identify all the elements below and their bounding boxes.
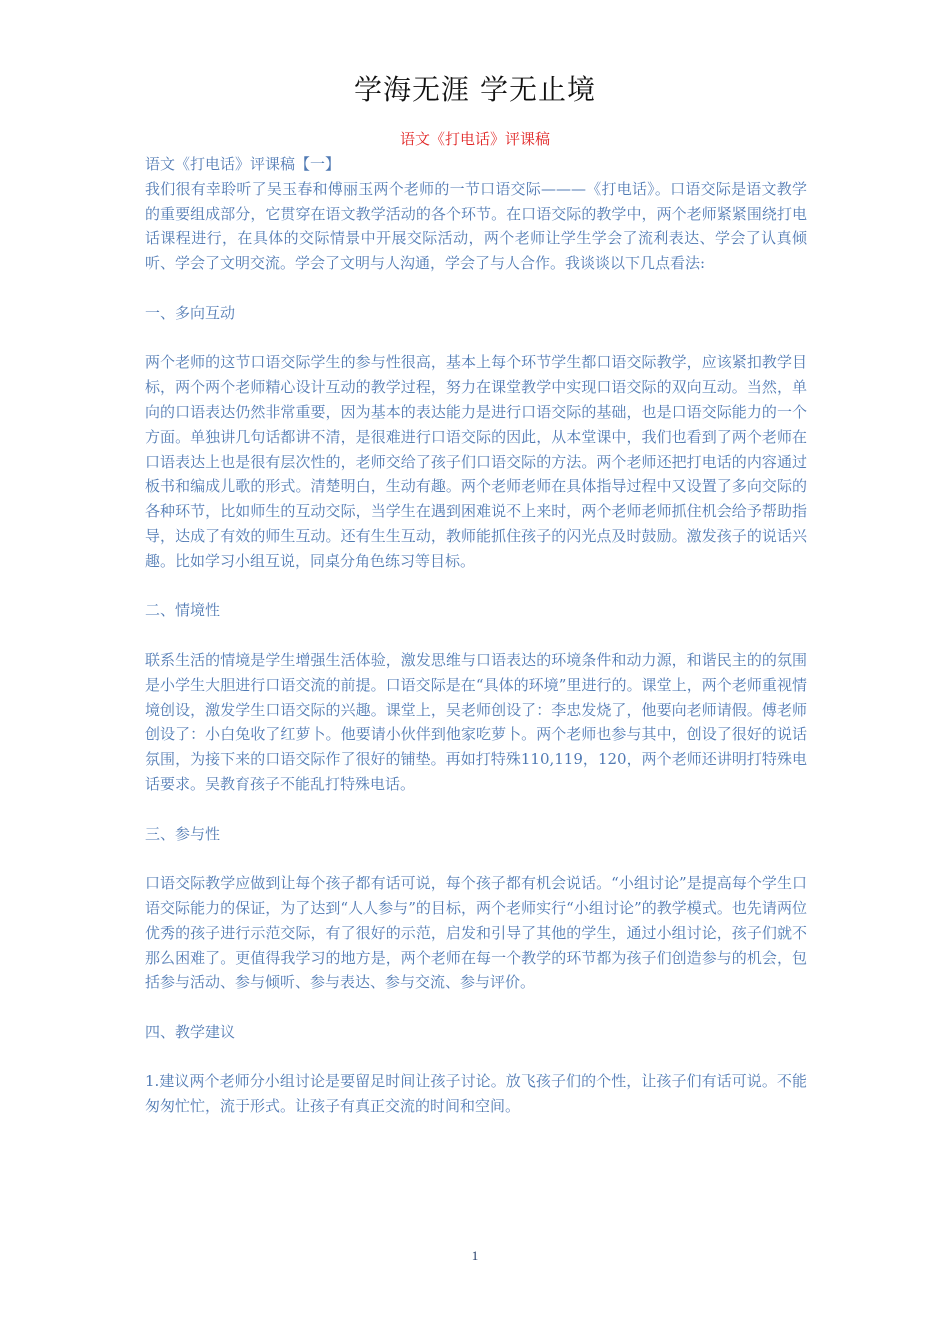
- section-body-context: 联系生活的情境是学生增强生活体验，激发思维与口语表达的环境条件和动力源，和谐民主的的氛围是小学生大胆进行口语交流的前提。口语交际是在“具体的环境”里进行的。课堂上，两个老师重视情境创设，激发学生口语交际的兴趣。课堂上，吴老师创设了：李忠发烧了，他要向老师请假。傅老师创设了：小白兔收了红萝卜。他要请小伙伴到他家吃萝卜。两个老师也参与其中，创设了很好的说话氛围，为接下来的口语交际作了很好的铺垫。再如打特殊110,119，120，两个老师还讲明打特殊电话要求。吴教育孩子不能乱打特殊电话。: [145, 650, 807, 793]
- section-heading-context: 二、情境性: [145, 601, 221, 620]
- paragraph-gap: [145, 326, 807, 351]
- section-heading-suggestions: 四、教学建议: [145, 1022, 236, 1041]
- section-heading-interaction: 一、多向互动: [145, 303, 236, 322]
- section-body-interaction: 两个老师的这节口语交际学生的参与性很高，基本上每个环节学生都口语交际教学，应该紧扣教学目标，两个两个老师精心设计互动的教学过程，努力在课堂教学中实现口语交际的双向互动。当然，单向的口语表达仍然非常重要，因为基本的表达能力是进行口语交际的基础，也是口语交际能力的一个方面。单独讲几句话都讲不清，是很难进行口语交际的因此，从本堂课中，我们也看到了两个老师在口语表达上也是很有层次性的，老师交给了孩子们口语交际的方法。两个老师还把打电话的内容通过板书和编成儿歌的形式。清楚明白，生动有趣。两个老师老师在具体指导过程中又设置了多向交际的各种环节，比如师生的互动交际，当学生在遇到困难说不上来时，两个老师老师抓住机会给予帮助指导，达成了有效的师生互动。还有生生互动，教师能抓住孩子的闪光点及时鼓励。激发孩子的说话兴趣。比如学习小组互说，同桌分角色练习等目标。: [145, 353, 807, 570]
- page-number: 1: [471, 1248, 479, 1263]
- paragraph-gap: [145, 995, 807, 1020]
- paragraph-gap: [145, 574, 807, 599]
- page-header-title: 学海无涯 学无止境: [354, 73, 596, 106]
- paragraph-gap: [145, 797, 807, 822]
- intro-paragraph: 我们很有幸聆听了吴玉春和傅丽玉两个老师的一节口语交际———《打电话》。口语交际是语文教学的重要组成部分，它贯穿在语文教学活动的各个环节。在口语交际的教学中，两个老师紧紧围绕打电话课程进行，在具体的交际情景中开展交际活动，两个老师让学生学会了流利表达、学会了认真倾听、学会了文明交流。学会了文明与人沟通，学会了与人合作。我谈谈以下几点看法:: [145, 179, 807, 273]
- paragraph-gap: [145, 1045, 807, 1070]
- paragraph-gap: [145, 846, 807, 871]
- section-body-suggestions: 1.建议两个老师分小组讨论是要留足时间让孩子讨论。放飞孩子们的个性，让孩子们有话可说。不能匆匆忙忙，流于形式。让孩子有真正交流的时间和空间。: [145, 1072, 807, 1116]
- section-heading-participation: 三、参与性: [145, 824, 221, 843]
- section-body-participation: 口语交际教学应做到让每个孩子都有话可说，每个孩子都有机会说话。“小组讨论”是提高每个学生口语交际能力的保证，为了达到“人人参与”的目标，两个老师实行“小组讨论”的教学模式。也先请两位优秀的孩子进行示范交际，有了很好的示范，启发和引导了其他的学生，通过小组讨论，孩子们就不那么困难了。更值得我学习的地方是，两个老师在每一个教学的环节都为孩子们创造参与的机会，包括参与活动、参与倾听、参与表达、参与交流、参与评价。: [145, 874, 807, 992]
- document-subtitle: 语文《打电话》评课稿【一】: [145, 155, 341, 173]
- paragraph-gap: [145, 276, 807, 301]
- document-title: 语文《打电话》评课稿: [399, 130, 550, 148]
- document-body: [145, 152, 807, 1119]
- paragraph-gap: [145, 623, 807, 648]
